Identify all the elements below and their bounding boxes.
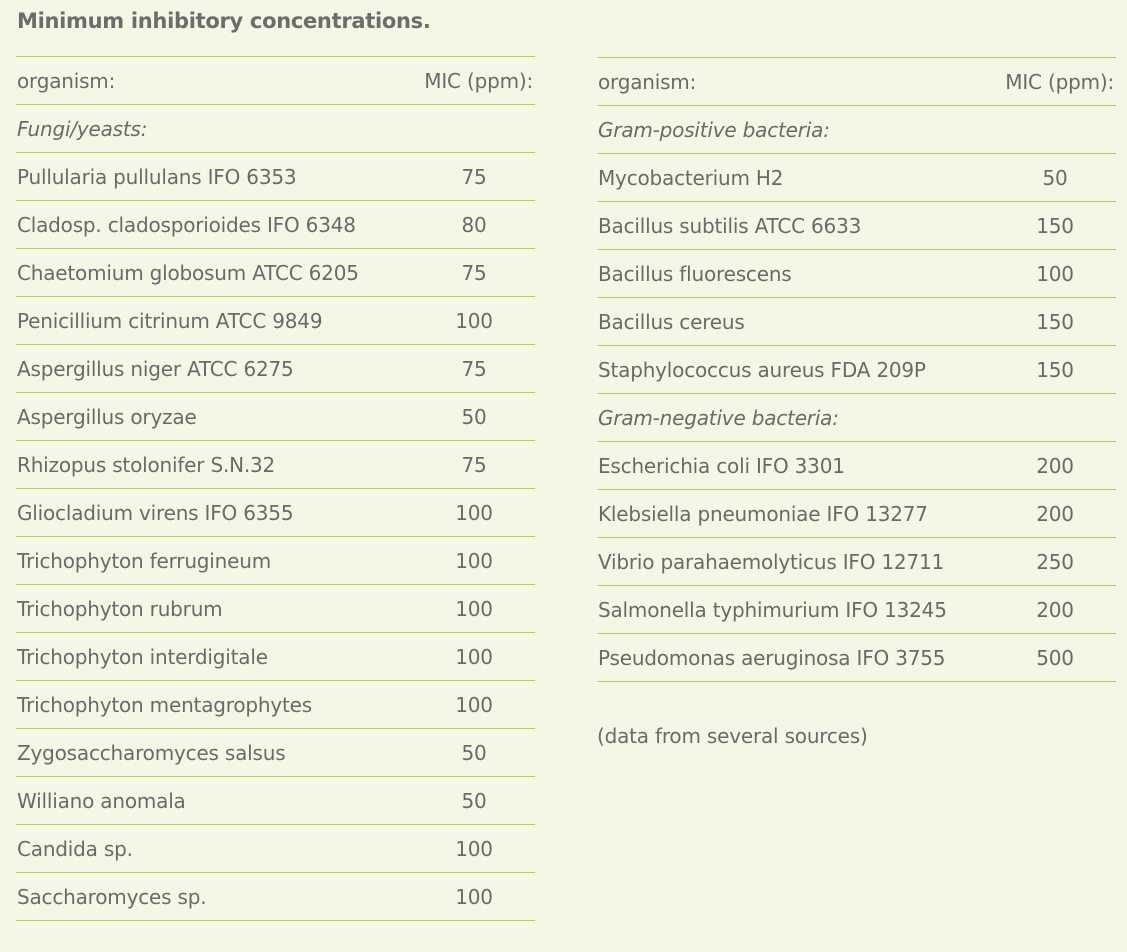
table-row <box>597 153 1116 201</box>
organism-cell: Bacillus cereus <box>598 310 745 334</box>
table-header-row <box>597 57 1116 105</box>
mic-column-header: MIC (ppm): <box>1005 70 1114 94</box>
fungi-yeasts-rows <box>16 152 535 921</box>
mic-value-cell: 100 <box>455 885 493 909</box>
table-row <box>597 345 1116 393</box>
mic-value-cell: 100 <box>455 597 493 621</box>
mic-value-cell: 80 <box>461 213 487 237</box>
organism-cell: Escherichia coli IFO 3301 <box>598 454 845 478</box>
page-title: Minimum inhibitory concentrations. <box>17 9 431 33</box>
mic-value-cell: 200 <box>1036 502 1074 526</box>
mic-value-cell: 75 <box>461 165 487 189</box>
gram-positive-rows <box>597 153 1116 393</box>
mic-value-cell: 200 <box>1036 454 1074 478</box>
mic-value-cell: 100 <box>455 645 493 669</box>
table-row <box>16 248 535 296</box>
organism-cell: Williano anomala <box>17 789 186 813</box>
table-row <box>597 441 1116 489</box>
organism-cell: Pseudomonas aeruginosa IFO 3755 <box>598 646 946 670</box>
table-row <box>16 200 535 248</box>
table-header-row <box>16 56 535 104</box>
source-note: (data from several sources) <box>597 724 868 748</box>
table-row <box>597 249 1116 297</box>
mic-value-cell: 50 <box>461 405 487 429</box>
table-row <box>597 585 1116 633</box>
table-row <box>597 489 1116 537</box>
mic-value-cell: 50 <box>461 789 487 813</box>
organism-cell: Zygosaccharomyces salsus <box>17 741 286 765</box>
table-row <box>597 201 1116 249</box>
organism-cell: Klebsiella pneumoniae IFO 13277 <box>598 502 928 526</box>
section-label-fungi-yeasts: Fungi/yeasts: <box>17 117 148 141</box>
section-row <box>16 104 535 152</box>
mic-value-cell: 150 <box>1036 310 1074 334</box>
mic-value-cell: 500 <box>1036 646 1074 670</box>
table-row <box>16 776 535 824</box>
gram-negative-rows <box>597 441 1116 682</box>
organism-cell: Vibrio parahaemolyticus IFO 12711 <box>598 550 945 574</box>
table-row <box>16 584 535 632</box>
section-row <box>597 105 1116 153</box>
organism-cell: Trichophyton interdigitale <box>17 645 268 669</box>
mic-value-cell: 250 <box>1036 550 1074 574</box>
fungi-yeasts-table <box>16 56 535 921</box>
section-row <box>597 393 1116 441</box>
table-row <box>16 152 535 200</box>
organism-cell: Staphylococcus aureus FDA 209P <box>598 358 926 382</box>
table-row <box>16 488 535 536</box>
mic-value-cell: 100 <box>455 837 493 861</box>
table-row <box>597 297 1116 345</box>
organism-cell: Saccharomyces sp. <box>17 885 207 909</box>
table-row <box>16 536 535 584</box>
organism-cell: Salmonella typhimurium IFO 13245 <box>598 598 947 622</box>
mic-column-header: MIC (ppm): <box>424 69 533 93</box>
table-row <box>16 296 535 344</box>
table-row <box>16 632 535 680</box>
table-row <box>597 537 1116 585</box>
mic-value-cell: 50 <box>1042 166 1068 190</box>
table-row <box>16 872 535 921</box>
mic-value-cell: 200 <box>1036 598 1074 622</box>
organism-cell: Trichophyton mentagrophytes <box>17 693 312 717</box>
organism-cell: Bacillus fluorescens <box>598 262 792 286</box>
table-row <box>16 392 535 440</box>
table-row <box>16 680 535 728</box>
mic-value-cell: 100 <box>455 309 493 333</box>
mic-value-cell: 100 <box>1036 262 1074 286</box>
table-row <box>16 440 535 488</box>
organism-cell: Gliocladium virens IFO 6355 <box>17 501 294 525</box>
mic-value-cell: 100 <box>455 549 493 573</box>
organism-column-header: organism: <box>598 70 697 94</box>
mic-value-cell: 150 <box>1036 358 1074 382</box>
organism-cell: Aspergillus oryzae <box>17 405 197 429</box>
bacteria-table <box>597 57 1116 682</box>
mic-value-cell: 75 <box>461 357 487 381</box>
table-row <box>16 824 535 872</box>
organism-cell: Trichophyton rubrum <box>17 597 223 621</box>
organism-cell: Penicillium citrinum ATCC 9849 <box>17 309 323 333</box>
section-label-gram-positive: Gram-positive bacteria: <box>598 118 830 142</box>
organism-cell: Cladosp. cladosporioides IFO 6348 <box>17 213 356 237</box>
mic-value-cell: 50 <box>461 741 487 765</box>
mic-value-cell: 100 <box>455 501 493 525</box>
organism-cell: Chaetomium globosum ATCC 6205 <box>17 261 359 285</box>
section-label-gram-negative: Gram-negative bacteria: <box>598 406 839 430</box>
mic-value-cell: 100 <box>455 693 493 717</box>
mic-value-cell: 75 <box>461 261 487 285</box>
table-row <box>16 728 535 776</box>
table-row <box>16 344 535 392</box>
organism-cell: Candida sp. <box>17 837 133 861</box>
organism-cell: Mycobacterium H2 <box>598 166 784 190</box>
organism-cell: Trichophyton ferrugineum <box>17 549 271 573</box>
organism-cell: Aspergillus niger ATCC 6275 <box>17 357 294 381</box>
organism-column-header: organism: <box>17 69 116 93</box>
mic-value-cell: 150 <box>1036 214 1074 238</box>
organism-cell: Bacillus subtilis ATCC 6633 <box>598 214 862 238</box>
table-row <box>597 633 1116 682</box>
organism-cell: Rhizopus stolonifer S.N.32 <box>17 453 276 477</box>
mic-value-cell: 75 <box>461 453 487 477</box>
organism-cell: Pullularia pullulans IFO 6353 <box>17 165 297 189</box>
